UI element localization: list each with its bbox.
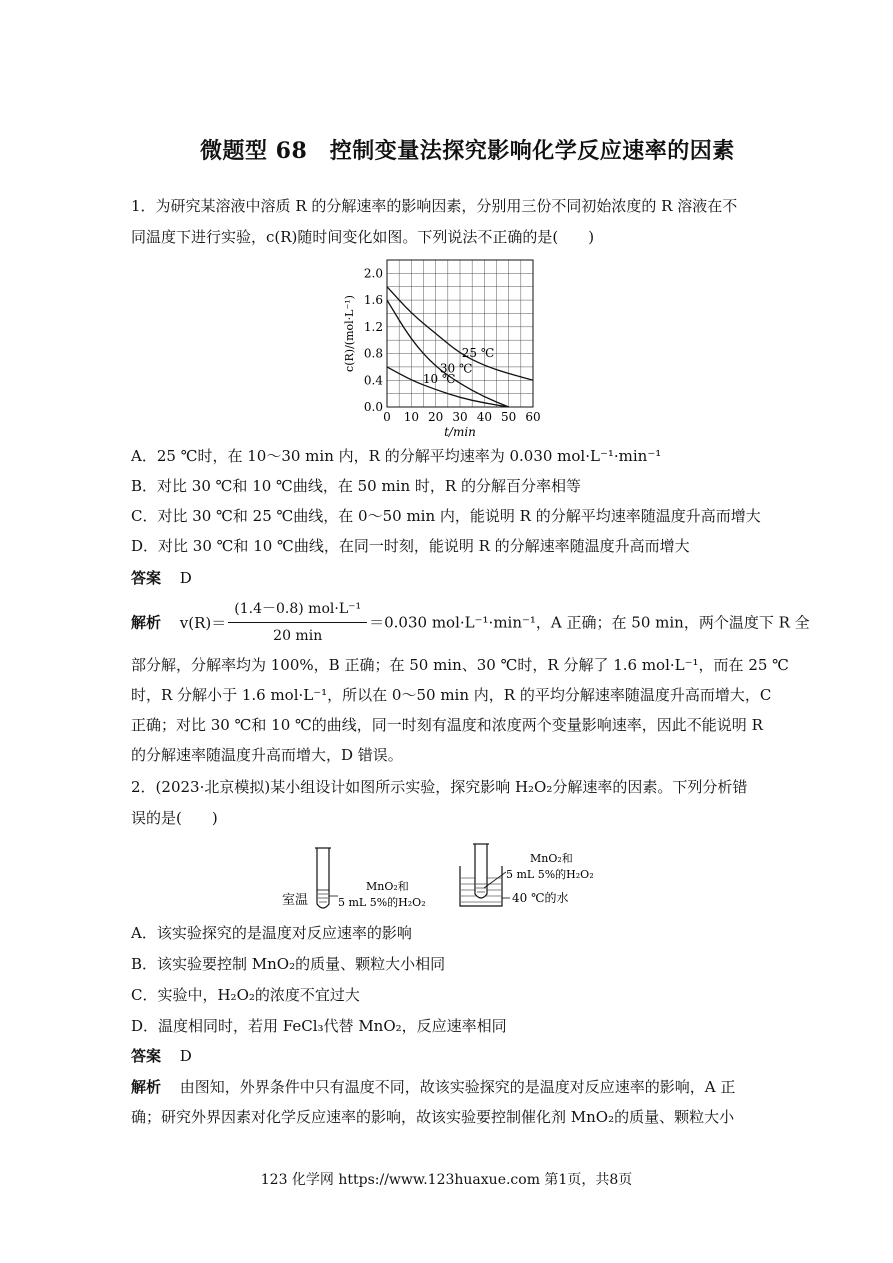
x-tick-label: 40 [476, 410, 492, 424]
q1-fraction-numerator: (1.4－0.8) mol·L⁻¹ [228, 598, 367, 623]
y-tick-label: 1.2 [363, 319, 383, 334]
x-tick-label: 50 [501, 410, 517, 424]
q2-analysis-line1: 由图知，外界条件中只有温度不同，故该实验探究的是温度对反应速率的影响，A 正 [179, 1078, 736, 1096]
page-title: 微题型 68 控制变量法探究影响化学反应速率的因素 [200, 138, 735, 164]
q1-chart [340, 252, 550, 440]
page-footer: 123 化学网 https://www.123huaxue.com 第1页，共8页 [260, 1172, 633, 1188]
left-label-room-temp: 室温 [282, 893, 309, 908]
q2-analysis-first [131, 1077, 735, 1097]
q1-stem-line1: 1．为研究某溶液中溶质 R 的分解速率的影响因素，分别用三份不同初始浓度的 R 溶液在不 [131, 197, 738, 215]
q1-analysis-line3: 时，R 分解小于 1.6 mol·L⁻¹，所以在 0～50 min 内，R 的平均分解速率随温度升高而增大，C [131, 686, 772, 704]
q2-answer [131, 1046, 192, 1066]
q2-option-c: C．实验中，H₂O₂的浓度不宜过大 [131, 986, 360, 1004]
q1-analysis-v: v(R)＝ [179, 613, 227, 632]
x-tick-label: 60 [525, 410, 541, 424]
right-label-mno2: MnO₂和 [530, 852, 573, 865]
left-label-mno2: MnO₂和 [366, 880, 409, 893]
right-label-water: 40 ℃的水 [512, 891, 569, 905]
q1-option-b: B．对比 30 ℃和 10 ℃曲线，在 50 min 时，R 的分解百分率相等 [131, 477, 581, 495]
x-tick-label: 20 [428, 410, 444, 424]
q1-analysis-fraction [228, 598, 367, 647]
q2-analysis-line2: 确；研究外界因素对化学反应速率的影响，故该实验要控制催化剂 MnO₂的质量、颗粒大小 [131, 1108, 735, 1126]
y-axis-label: c(R)/(mol·L⁻¹) [343, 295, 356, 372]
series-label-0: 25 ℃ [461, 345, 495, 360]
q1-answer [131, 568, 192, 588]
y-tick-label: 0.0 [363, 400, 383, 414]
y-tick-label: 0.4 [363, 373, 383, 388]
q2-option-a: A．该实验探究的是温度对反应速率的影响 [131, 924, 412, 942]
q2-option-d: D．温度相同时，若用 FeCl₃代替 MnO₂，反应速率相同 [131, 1017, 507, 1035]
y-tick-label: 1.6 [363, 293, 383, 308]
q1-option-c: C．对比 30 ℃和 25 ℃曲线，在 0～50 min 内，能说明 R 的分解平均速率随温度升高而增大 [131, 507, 761, 525]
q2-apparatus-figure [280, 838, 620, 916]
x-axis-label: t/min [444, 425, 476, 439]
y-tick-label: 0.8 [363, 346, 383, 361]
q1-option-a: A．25 ℃时，在 10～30 min 内，R 的分解平均速率为 0.030 mol·L⁻¹·min⁻¹ [131, 447, 662, 465]
q1-analysis-label: 解析 [131, 613, 162, 632]
q1-fraction-denominator: 20 min [273, 628, 323, 644]
q1-analysis-line5: 的分解速率随温度升高而增大，D 错误。 [131, 746, 403, 764]
q1-analysis-line2: 部分解，分解率均为 100%，B 正确；在 50 min、30 ℃时，R 分解了 1.6 mol·L⁻¹，而在 25 ℃ [131, 656, 789, 674]
q2-option-b: B．该实验要控制 MnO₂的质量、颗粒大小相同 [131, 955, 446, 973]
x-tick-label: 10 [403, 410, 419, 424]
q1-analysis-line4: 正确；对比 30 ℃和 10 ℃的曲线，同一时刻有温度和浓度两个变量影响速率，因此不能说明 R [131, 716, 763, 734]
left-test-tube [315, 848, 338, 908]
x-tick-label: 0 [383, 410, 391, 424]
q1-stem-line2: 同温度下进行实验，c(R)随时间变化如图。下列说法不正确的是( ) [131, 228, 595, 246]
right-label-h2o2: 5 mL 5%的H₂O₂ [506, 868, 594, 881]
q1-option-d: D．对比 30 ℃和 10 ℃曲线，在同一时刻，能说明 R 的分解速率随温度升高而增大 [131, 537, 690, 555]
q2-answer-label: 答案 [131, 1047, 162, 1065]
q1-analysis-first [131, 598, 810, 647]
q1-analysis-rest: ＝0.030 mol·L⁻¹·min⁻¹，A 正确；在 50 min，两个温度下 R 全 [369, 613, 810, 632]
q1-answer-value: D [179, 569, 192, 587]
q2-analysis-label: 解析 [131, 1078, 162, 1096]
q2-stem-line2: 误的是( ) [131, 809, 218, 827]
series-label-1: 30 ℃ [439, 361, 473, 376]
y-tick-label: 2.0 [363, 266, 383, 281]
q1-answer-label: 答案 [131, 569, 162, 587]
series-label-2: 10 ℃ [422, 371, 456, 386]
q2-answer-value: D [179, 1047, 192, 1065]
left-label-h2o2: 5 mL 5%的H₂O₂ [338, 896, 426, 909]
q2-stem-line1: 2．(2023·北京模拟)某小组设计如图所示实验，探究影响 H₂O₂分解速率的因素。下列分析错 [131, 778, 748, 796]
x-tick-label: 30 [452, 410, 468, 424]
